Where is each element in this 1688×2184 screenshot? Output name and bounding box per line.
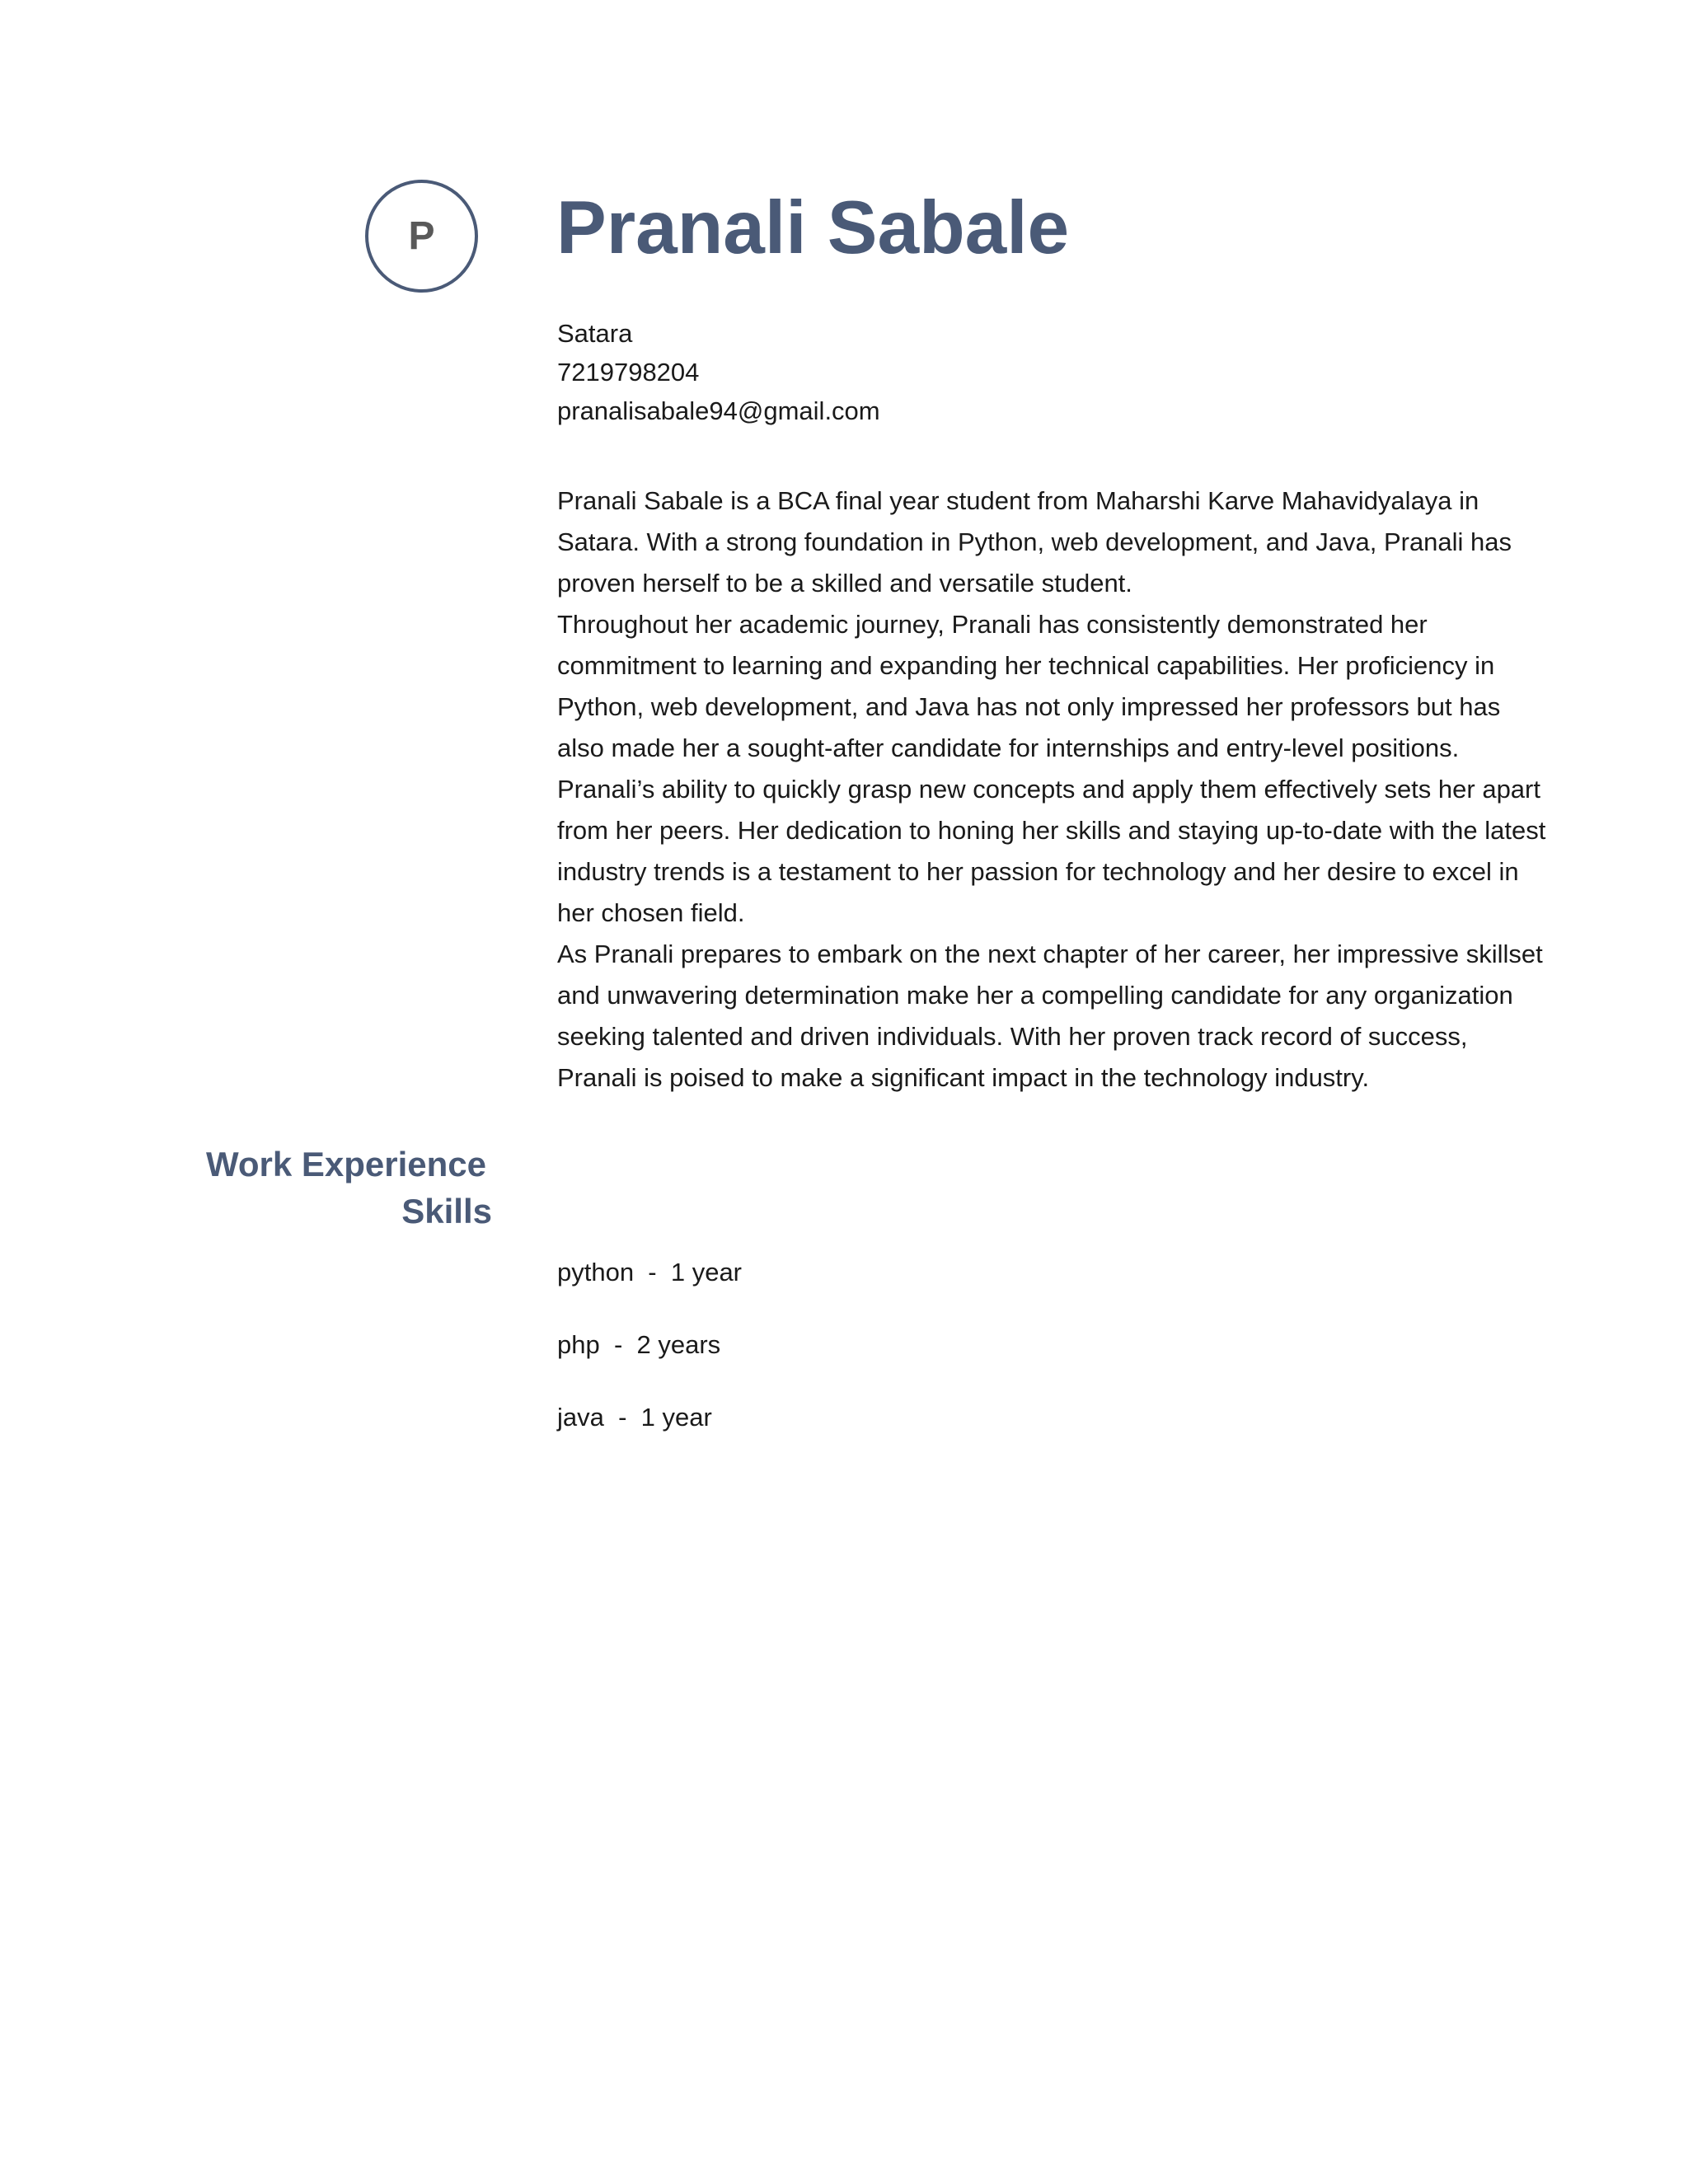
skill-item: python - 1 year <box>557 1258 743 1286</box>
work-experience-heading: Work Experience <box>205 1145 486 1183</box>
summary-paragraph: As Pranali prepares to embark on the next chapter of her career, her impressive skillset and unwavering determination make her a compelling candidate for any organization seeking talented and driven individuals. With her proven track record of success, Pranali is poised to make a significant impact in the technology industry. <box>557 940 1543 1092</box>
profile-summary <box>557 480 1546 1099</box>
summary-paragraph: Throughout her academic journey, Pranali has consistently demonstrated her commitment to learning and expanding her technical capabilities. Her proficiency in Python, web development, and Java has not only impressed her professors but has also made her a sought-after candidate for internships and entry-level positions. <box>557 610 1501 762</box>
contact-block <box>557 314 880 430</box>
candidate-name: Pranali Sabale <box>556 186 1070 269</box>
skills-list <box>557 1254 742 1472</box>
monogram-initial: P <box>408 214 435 258</box>
skill-item: php - 2 years <box>557 1330 721 1359</box>
summary-paragraph: Pranali Sabale is a BCA final year student from Maharshi Karve Mahavidyalaya in Satara. With a strong foundation in Python, web development, and Java, Pranali has proven herself to be a skilled and versatile student. <box>557 486 1512 598</box>
contact-email: pranalisabale94@gmail.com <box>557 396 880 425</box>
contact-phone: 7219798204 <box>557 358 700 387</box>
monogram-avatar <box>365 180 478 293</box>
skills-heading: Skills <box>401 1192 492 1230</box>
skill-item: java - 1 year <box>557 1403 712 1432</box>
contact-city: Satara <box>557 319 633 348</box>
summary-paragraph: Pranali’s ability to quickly grasp new concepts and apply them effectively sets her apart from her peers. Her dedication to honing her skills and staying up-to-date with the latest industry trends is a testament to her passion for technology and her desire to excel in her chosen field. <box>557 775 1546 927</box>
